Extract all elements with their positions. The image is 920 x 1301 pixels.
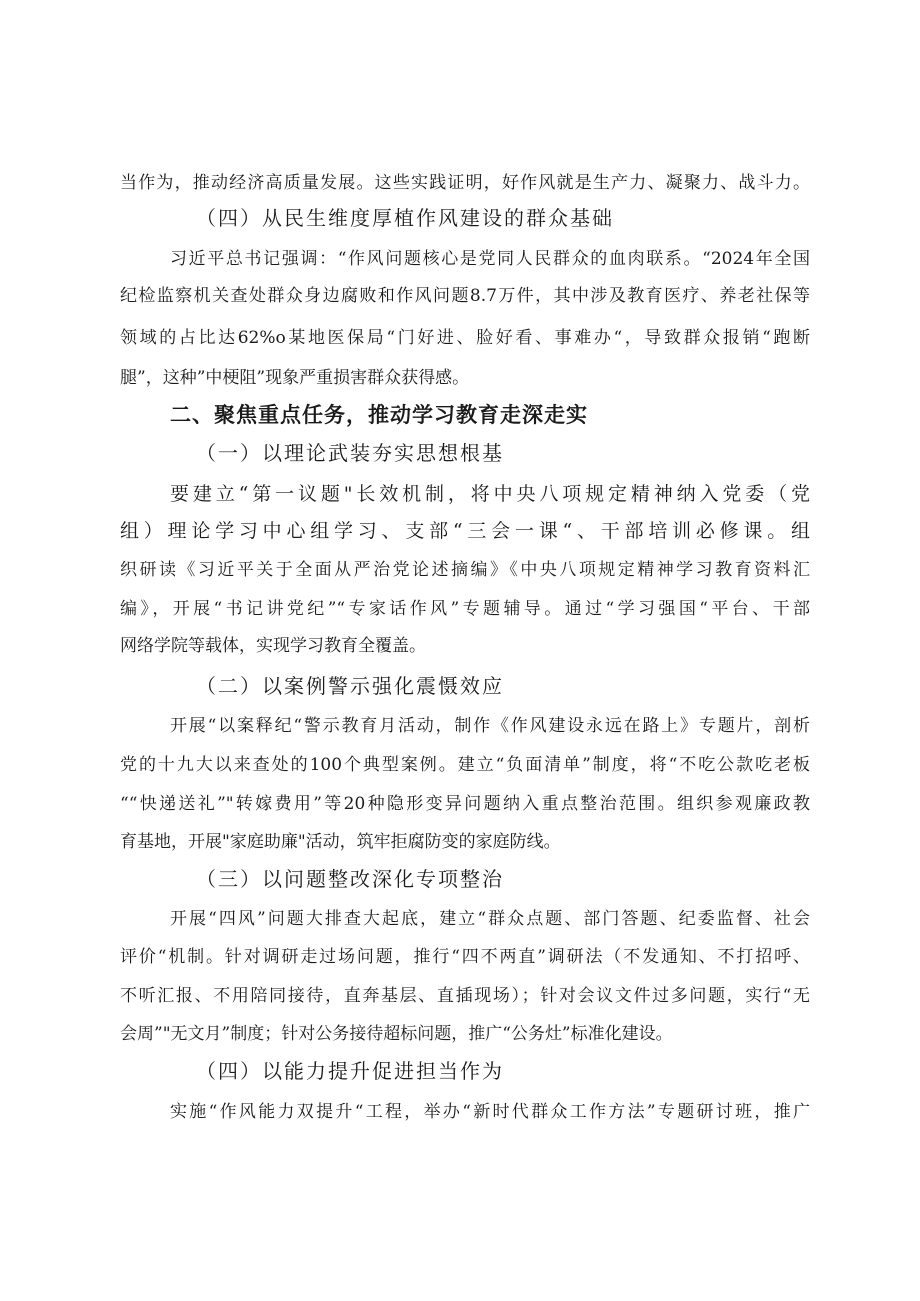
body-line: 习近平总书记强调：“作风问题核心是党同人民群众的血肉联系。“2024年全国	[170, 249, 810, 269]
body-line: 不听汇报、不用陪同接待，直奔基层、直插现场）；针对会议文件过多问题，实行“无	[120, 986, 810, 1006]
section-heading: （三）以问题整改深化专项整治	[196, 867, 504, 891]
body-line: 领域的占比达62%o某地医保局“门好进、脸好看、事难办“，导致群众报销“跑断	[120, 328, 810, 348]
body-line: 组）理论学习中心组学习、支部“三会一课“、干部培训必修课。组	[120, 520, 810, 542]
body-line: 编》，开展“书记讲党纪”“专家话作风”专题辅导。通过“学习强国“平台、干部	[120, 599, 810, 619]
body-line: 评价“机制。针对调研走过场问题，推行“四不两直”调研法（不发通知、不打招呼、	[120, 947, 810, 967]
body-line: 会周”"无文月”制度；针对公务接待超标问题，推广“公务灶”标准化建设。	[120, 1024, 673, 1044]
body-line: 实施“作风能力双提升“工程，举办“新时代群众工作方法”专题研讨班，推广	[170, 1102, 810, 1122]
body-line: 要建立“第一议题"长效机制，将中央八项规定精神纳入党委（党	[170, 483, 810, 505]
body-line: 开展“以案释纪“警示教育月活动，制作《作风建设永远在路上》专题片，剖析	[170, 716, 810, 736]
body-line: 当作为，推动经济高质量发展。这些实践证明，好作风就是生产力、凝聚力、战斗力。	[120, 173, 810, 193]
body-line: ““快递送礼”"转嫁费用”等20种隐形变异问题纳入重点整治范围。组织参观廉政教	[120, 794, 810, 814]
section-heading: （四）从民生维度厚植作风建设的群众基础	[196, 206, 614, 230]
body-line: 党的十九大以来查处的100个典型案例。建立“负面清单”制度，将“不吃公款吃老板	[120, 755, 810, 775]
body-line: 育基地，开展"家庭助廉"活动，筑牢拒腐防变的家庭防线。	[120, 832, 561, 852]
body-line: 开展“四风”问题大排查大起底，建立“群众点题、部门答题、纪委监督、社会	[170, 909, 810, 929]
body-line: 腿”，这种”中梗阻”现象严重损害群众获得感。	[120, 368, 470, 388]
section-heading: （一）以理论武装夯实思想根基	[196, 441, 504, 465]
section-heading: （二）以案例警示强化震慑效应	[196, 674, 504, 698]
section-heading: （四）以能力提升促进担当作为	[196, 1059, 504, 1083]
chapter-heading: 二、聚焦重点任务，推动学习教育走深走实	[170, 403, 588, 427]
body-line: 网络学院等载体，实现学习教育全覆盖。	[120, 636, 426, 656]
body-line: 织研读《习近平关于全面从严治党论述摘编》《中央八项规定精神学习教育资料汇	[120, 560, 810, 580]
body-line: 纪检监察机关查处群众身边腐败和作风问题8.7万件，其中涉及教育医疗、养老社保等	[120, 286, 810, 306]
